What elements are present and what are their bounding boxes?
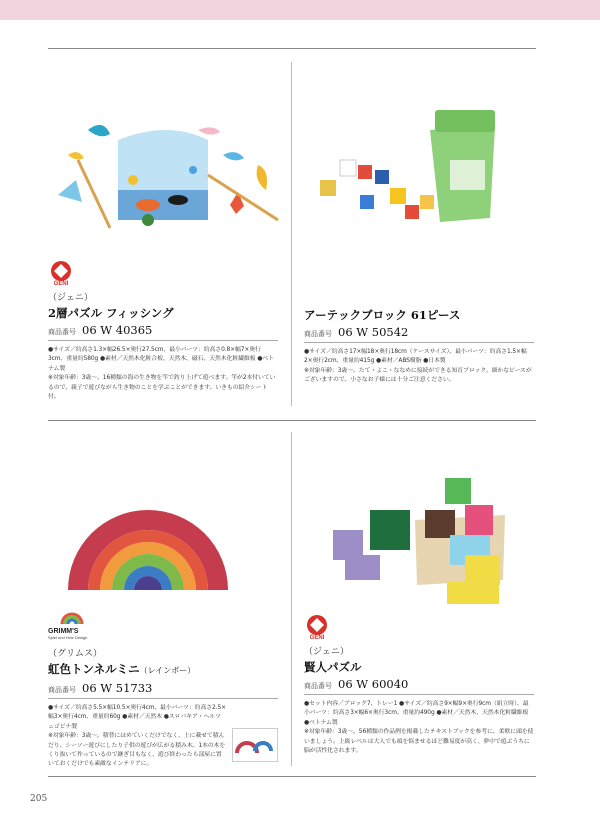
brand-label: （ジェニ） bbox=[48, 293, 93, 303]
product-info-kenjin-puzzle bbox=[304, 646, 534, 756]
product-code: 06 W 40365 bbox=[82, 323, 153, 337]
product-name: アーテックブロック 61ピース bbox=[304, 308, 461, 322]
rainbow-tunnel-thumbnail bbox=[232, 728, 278, 762]
geni-logo bbox=[48, 260, 74, 290]
product-info-artec-block bbox=[304, 306, 534, 386]
product-image-kenjin-puzzle bbox=[325, 470, 515, 610]
bottom-rule bbox=[48, 776, 536, 777]
code-label: 商品番号 bbox=[48, 686, 76, 694]
product-description: ●サイズ／約高さ17×幅18×奥行18cm（ケースサイズ）、最小パーツ：約高さ1.5×幅2×奥行2cm、重量約415g ●素材／ABS樹脂 ●日本製 ※対象年齢：3歳～。たて・よこ・ななめに接続ができる知育ブロック。細かなピースがございますので、小さなお子様には十分ご注意ください。 bbox=[304, 349, 532, 384]
product-image-artec-block bbox=[300, 100, 535, 240]
product-description: ●サイズ／約高さ1.3×幅26.5×奥行27.5cm、最小パーツ：約高さ0.8×幅7×奥行3cm、重量約580g ●素材／天然木化粧合板、天然木、磁石、天然木化粧繊維板 ●ベトナム製 ※対象年齢：3歳～。16種類の海の生き物を竿で釣り上げて遊べます。竿が2本付いているので、親子で遊びながら生き物のことを学ぶことができます。いきもの紹介シート付。 bbox=[48, 347, 276, 401]
product-code: 06 W 51733 bbox=[82, 681, 153, 695]
middle-rule bbox=[48, 420, 536, 421]
product-description: ●サイズ／約高さ5.5×幅10.5×奥行4cm、最小パーツ：約高さ2.5×幅3×奥行4cm、重量約60g ●素材／天然木 ●スロバキア・ヘルツェゴビナ製 ※対象年齢：3歳～。積替にはめていくだけでなく、上に載せて積んだり、シーソー遊びにしたり子供の遊びが広がる積み木。1本の木をくり抜いて作っているので継ぎ目もなく、遊び終わったら部屋に置いておくだけでも素敵なインテリアに。 bbox=[48, 705, 226, 768]
product-image-fishing-puzzle bbox=[48, 110, 288, 240]
separator bbox=[48, 340, 278, 341]
column-divider-top bbox=[291, 62, 292, 406]
separator bbox=[48, 698, 278, 699]
brand-label: （ジェニ） bbox=[304, 647, 349, 657]
product-name-sub: （レインボー） bbox=[139, 666, 196, 675]
separator bbox=[304, 694, 534, 695]
svg-text:GENI: GENI bbox=[53, 281, 69, 286]
page-number: 205 bbox=[30, 794, 48, 804]
code-label: 商品番号 bbox=[304, 330, 332, 338]
top-rule bbox=[48, 48, 536, 49]
geni-logo bbox=[304, 614, 330, 644]
svg-text:GRIMM'S: GRIMM'S bbox=[48, 628, 79, 635]
product-name: 虹色トンネルミニ bbox=[48, 662, 140, 676]
column-divider-bottom bbox=[291, 432, 292, 766]
product-code: 06 W 50542 bbox=[338, 325, 409, 339]
product-description: ●セット内容／ブロック7、トレー1 ●サイズ／約高さ9×幅9×奥行9cm（組立時）、最小パーツ：約高さ3×幅6×奥行3cm、重量約490g ●素材／天然木、天然木化粧繊維板 ●ベトナム製 ※対象年齢：3歳～。56種類の作品例を掲載したテキストブックを参考に、柔軟に頭を使いましょう。上級レベルは大人でも頭を悩ませるほど難易度が高く、夢中で遊ぶうちに脳が活性化されます。 bbox=[304, 701, 534, 755]
code-label: 商品番号 bbox=[304, 682, 332, 690]
separator bbox=[304, 342, 534, 343]
product-name: 2層パズル フィッシング bbox=[48, 306, 174, 320]
header-band bbox=[0, 0, 600, 20]
brand-label: （グリムス） bbox=[48, 649, 103, 659]
svg-text:Spiel und Holz Design: Spiel und Holz Design bbox=[48, 635, 88, 640]
product-image-rainbow-tunnel bbox=[58, 470, 238, 600]
product-name-row bbox=[48, 661, 278, 679]
code-label: 商品番号 bbox=[48, 328, 76, 336]
grimms-logo bbox=[48, 612, 98, 644]
svg-text:GENI: GENI bbox=[309, 635, 325, 640]
product-code: 06 W 60040 bbox=[338, 677, 409, 691]
product-name: 賢人パズル bbox=[304, 660, 362, 674]
product-info-fishing-puzzle bbox=[48, 292, 278, 402]
